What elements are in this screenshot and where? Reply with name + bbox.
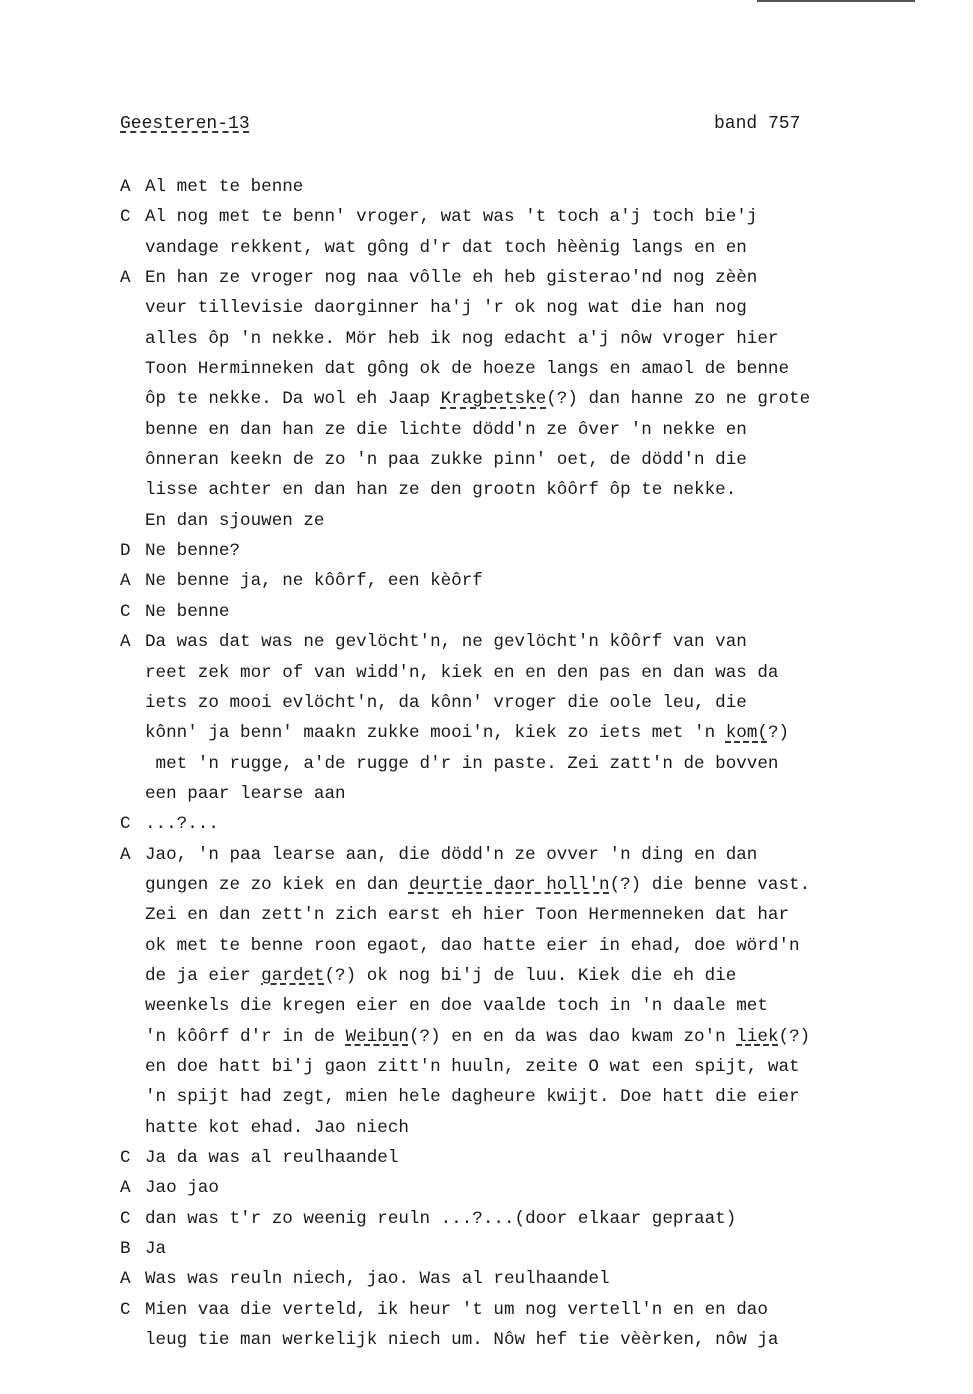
page-header xyxy=(120,114,820,144)
speaker-label: A xyxy=(120,571,131,592)
line-text-part: ?) xyxy=(767,723,790,744)
transcript-line xyxy=(120,202,950,232)
line-text-part: 'n kôôrf d'r in de xyxy=(145,1026,346,1047)
speaker-label: A xyxy=(120,844,131,865)
transcript-line xyxy=(120,1325,950,1355)
speaker-label: A xyxy=(120,632,131,653)
transcript-line xyxy=(120,597,950,627)
speaker-label: A xyxy=(120,268,131,289)
line-text: Al met te benne xyxy=(145,177,304,197)
line-text-part: (?) en en da was dao kwam zo'n xyxy=(408,1026,737,1047)
speaker-label: A xyxy=(120,1178,131,1199)
transcript-line xyxy=(120,931,950,961)
speaker-label: A xyxy=(120,1269,131,1290)
uncertain-word: Weibun xyxy=(345,1026,409,1047)
transcript-line xyxy=(120,1022,950,1052)
uncertain-word: kom( xyxy=(725,723,768,744)
line-text: Ne benne ja, ne kôôrf, een kèôrf xyxy=(145,571,483,592)
line-text: en doe hatt bi'j gaon zitt'n huuln, zeite O wat een spijt, wat xyxy=(145,1056,800,1077)
transcript-line xyxy=(120,536,950,566)
transcript-line xyxy=(120,1143,950,1173)
transcript-line xyxy=(120,233,950,263)
line-text xyxy=(145,1022,810,1052)
speaker-label: A xyxy=(120,177,131,197)
transcript-line xyxy=(120,354,950,384)
line-text: weenkels die kregen eier en doe vaalde toch in 'n daale met xyxy=(145,996,768,1017)
top-rule xyxy=(757,0,915,2)
transcript-line xyxy=(120,506,950,536)
line-text: lisse achter en dan han ze den grootn kôôrf ôp te nekke. xyxy=(145,480,737,501)
line-text: Jao jao xyxy=(145,1178,219,1199)
line-text: leug tie man werkelijk niech um. Nôw hef tie vèèrken, nôw ja xyxy=(145,1330,779,1351)
transcript xyxy=(120,172,950,1355)
speaker-label: C xyxy=(120,814,131,835)
transcript-line xyxy=(120,991,950,1021)
transcript-line xyxy=(120,566,950,596)
transcript-line xyxy=(120,1173,950,1203)
band-number: band 757 xyxy=(714,114,801,134)
line-text: vandage rekkent, wat gông d'r dat toch hèènig langs en en xyxy=(145,237,747,258)
line-text: ...?... xyxy=(145,814,219,835)
line-text: veur tillevisie daorginner ha'j 'r ok nog wat die han nog xyxy=(145,298,747,319)
line-text: reet zek mor of van widd'n, kiek en en den pas en dan was da xyxy=(145,662,779,683)
line-text-part: (?) ok nog bi'j de luu. Kiek die eh die xyxy=(324,965,737,986)
transcript-line xyxy=(120,324,950,354)
transcript-line xyxy=(120,1082,950,1112)
transcript-line xyxy=(120,809,950,839)
transcript-line xyxy=(120,1264,950,1294)
line-text-part: (?) xyxy=(778,1026,811,1047)
transcript-line xyxy=(120,1052,950,1082)
line-text-part: de ja eier xyxy=(145,965,262,986)
line-text: alles ôp 'n nekke. Mör heb ik nog edacht a'j nôw vroger hier xyxy=(145,328,779,349)
line-text: Was was reuln niech, jao. Was al reulhaandel xyxy=(145,1269,610,1290)
line-text-part: kônn' ja benn' maakn zukke mooi'n, kiek zo iets met 'n xyxy=(145,723,726,744)
transcript-line xyxy=(120,718,950,748)
speaker-label: C xyxy=(120,1148,131,1168)
line-text: hatte kot ehad. Jao niech xyxy=(145,1117,409,1138)
document-title: Geesteren-13 xyxy=(120,114,250,134)
line-text: met 'n rugge, a'de rugge d'r in paste. Zei zatt'n de bovven xyxy=(145,753,779,774)
transcript-line xyxy=(120,445,950,475)
line-text: Jao, 'n paa learse aan, die dödd'n ze ovver 'n ding en dan xyxy=(145,844,758,865)
transcript-line xyxy=(120,172,950,202)
transcript-line xyxy=(120,1295,950,1325)
transcript-line xyxy=(120,1234,950,1264)
line-text: Toon Herminneken dat gông ok de hoeze langs en amaol de benne xyxy=(145,359,790,380)
speaker-label: C xyxy=(120,1208,131,1229)
transcript-line xyxy=(120,475,950,505)
line-text: En han ze vroger nog naa vôlle eh heb gisterao'nd nog zèèn xyxy=(145,268,758,289)
speaker-label: C xyxy=(120,601,131,622)
transcript-line xyxy=(120,900,950,930)
line-text: Ja xyxy=(145,1239,167,1260)
transcript-line xyxy=(120,749,950,779)
transcript-line xyxy=(120,384,950,414)
uncertain-word: Kragbetske xyxy=(440,389,547,410)
line-text: een paar learse aan xyxy=(145,783,346,804)
uncertain-word: gardet xyxy=(261,965,325,986)
line-text: iets zo mooi evlöcht'n, da kônn' vroger die oole leu, die xyxy=(145,692,747,713)
line-text: ok met te benne roon egaot, dao hatte eier in ehad, doe wörd'n xyxy=(145,935,800,956)
line-text: benne en dan han ze die lichte dödd'n ze ôver 'n nekke en xyxy=(145,419,747,440)
transcript-line xyxy=(120,658,950,688)
transcript-line xyxy=(120,1113,950,1143)
uncertain-word: liek xyxy=(736,1026,779,1047)
line-text: Da was dat was ne gevlöcht'n, ne gevlöcht'n kôôrf van van xyxy=(145,632,747,653)
line-text xyxy=(145,384,810,414)
line-text: En dan sjouwen ze xyxy=(145,510,325,531)
line-text: Zei en dan zett'n zich earst eh hier Toon Hermenneken dat har xyxy=(145,905,790,926)
line-text: dan was t'r zo weenig reuln ...?...(door elkaar gepraat) xyxy=(145,1208,737,1229)
uncertain-word: deurtie daor holl'n xyxy=(408,874,610,895)
line-text xyxy=(145,961,736,991)
transcript-line xyxy=(120,779,950,809)
transcript-line xyxy=(120,627,950,657)
speaker-label: D xyxy=(120,541,131,562)
line-text: ônneran keekn de zo 'n paa zukke pinn' oet, de dödd'n die xyxy=(145,450,747,471)
transcript-line xyxy=(120,961,950,991)
speaker-label: C xyxy=(120,207,131,228)
line-text: Ne benne? xyxy=(145,541,241,562)
line-text-part: gungen ze zo kiek en dan xyxy=(145,874,409,895)
line-text: 'n spijt had zegt, mien hele dagheure kwijt. Doe hatt die eier xyxy=(145,1087,800,1108)
transcript-line xyxy=(120,688,950,718)
speaker-label: C xyxy=(120,1299,131,1320)
speaker-label: B xyxy=(120,1239,131,1260)
transcript-line xyxy=(120,263,950,293)
transcript-line xyxy=(120,870,950,900)
transcript-line xyxy=(120,1204,950,1234)
line-text: Al nog met te benn' vroger, wat was 't toch a'j toch bie'j xyxy=(145,207,758,228)
line-text-part: (?) die benne vast. xyxy=(609,874,811,895)
line-text xyxy=(145,718,789,748)
transcript-line xyxy=(120,415,950,445)
line-text: Mien vaa die verteld, ik heur 't um nog vertell'n en en dao xyxy=(145,1299,768,1320)
line-text-part: (?) dan hanne zo ne grote xyxy=(546,389,811,410)
line-text-part: ôp te nekke. Da wol eh Jaap xyxy=(145,389,441,410)
line-text: Ja da was al reulhaandel xyxy=(145,1148,399,1168)
line-text: Ne benne xyxy=(145,601,230,622)
transcript-line xyxy=(120,840,950,870)
transcript-line xyxy=(120,293,950,323)
line-text xyxy=(145,870,810,900)
